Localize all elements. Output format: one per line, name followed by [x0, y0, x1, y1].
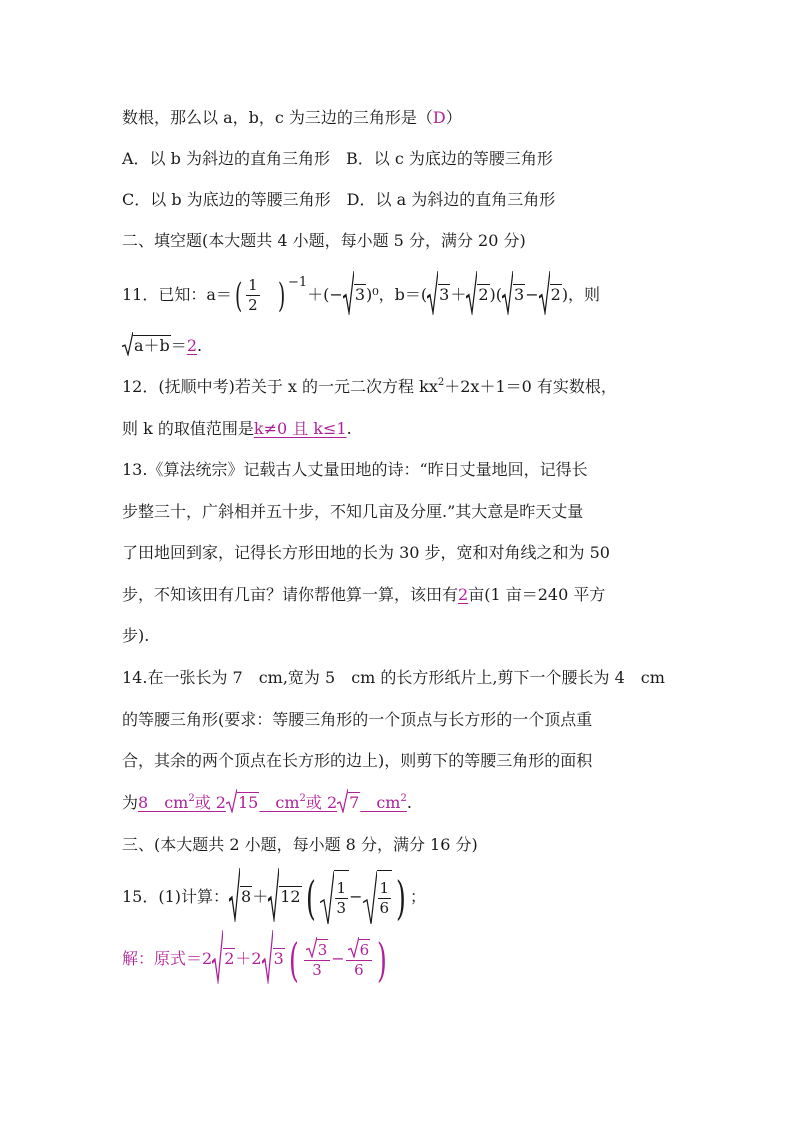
- frac-num: 1: [336, 879, 347, 897]
- frac-den: 6: [354, 961, 364, 979]
- paren-right: ): [277, 275, 285, 316]
- text: 解：原式＝2: [122, 949, 213, 968]
- answer-10: D: [432, 108, 446, 127]
- radical-icon: [229, 868, 240, 922]
- question-11-answer-line: [122, 334, 202, 358]
- frac-den: 3: [312, 961, 322, 979]
- question-12: [122, 375, 617, 399]
- frac-num: [346, 939, 373, 961]
- radical-icon: [262, 930, 273, 984]
- radical-icon: [337, 789, 348, 813]
- text: cm: [360, 793, 401, 812]
- radicand: 2: [224, 949, 235, 968]
- text: .: [197, 336, 203, 355]
- question-14-line-2: 的等腰三角形(要求：等腰三角形的一个顶点与长方形的一个顶点重: [122, 710, 593, 729]
- fraction: [378, 879, 392, 918]
- question-13-line-5: 步).: [122, 626, 150, 645]
- radical-icon: [268, 868, 279, 922]
- text: ）: [445, 108, 462, 127]
- question-13-line-1: 13.《算法统宗》记载古人丈量田地的诗：“昨日丈量地回，记得长: [122, 460, 588, 479]
- question-13-line-2: 步整三十，广斜相并五十步，不知几亩及分厘.”其大意是昨天丈量: [122, 502, 584, 521]
- text: −: [349, 887, 363, 906]
- frac-num: [304, 939, 331, 961]
- text: ＋: [252, 887, 269, 906]
- text: 15．(1)计算：: [122, 887, 230, 906]
- radical-icon: [502, 271, 513, 315]
- text: 亩(1 亩＝240 平方: [468, 585, 606, 604]
- text: −: [525, 285, 539, 304]
- radicand: 3: [273, 949, 284, 968]
- radical-icon: [320, 870, 334, 925]
- frac-num: 1: [248, 276, 258, 294]
- radicand: 2: [550, 285, 561, 304]
- exponent: −1: [287, 275, 308, 290]
- paren-left: (: [305, 870, 316, 925]
- text: 步，不知该田有几亩？请你帮他算一算，该田有: [122, 585, 459, 604]
- radical-icon: [226, 789, 237, 813]
- frac-num: 1: [379, 879, 390, 897]
- radicand: 3: [514, 285, 525, 304]
- text: ＋2: [235, 949, 262, 968]
- text: .: [406, 793, 412, 812]
- text: 12．(抚顺中考)若关于 x 的一元二次方程 kx: [122, 377, 438, 396]
- sqrt: [539, 273, 562, 317]
- question-12-answer-line: [122, 417, 352, 441]
- paren-left: (: [234, 275, 243, 316]
- frac-den: 3: [336, 899, 347, 917]
- answer-13: 2: [458, 585, 469, 604]
- answer-12: k≠0 且 k≤1: [253, 419, 347, 438]
- frac-den: 6: [379, 899, 390, 917]
- text: −: [331, 949, 345, 968]
- radical-icon: [306, 937, 317, 958]
- question-15: [122, 870, 426, 924]
- sqrt: [226, 791, 259, 815]
- fraction: [346, 939, 373, 980]
- text: 11．已知：a＝: [122, 285, 232, 304]
- sqrt-fraction: [320, 870, 350, 925]
- option-a-b: A．以 b 为斜边的直角三角形 B．以 c 为底边的等腰三角形: [122, 149, 553, 168]
- text: )(: [489, 285, 503, 304]
- text: 或 2: [305, 793, 338, 812]
- radicand: 8: [241, 887, 252, 906]
- text: 为: [122, 793, 139, 812]
- section-3-heading: 三、(本大题共 2 小题，每小题 8 分，满分 16 分): [122, 835, 478, 854]
- radicand: 3: [317, 941, 328, 959]
- superscript: 2: [400, 793, 407, 804]
- option-c-d: C．以 b 为底边的等腰三角形 D．以 a 为斜边的直角三角形: [122, 190, 556, 209]
- superscript: 2: [188, 793, 195, 804]
- paren-left: (: [288, 932, 299, 987]
- text: ＝: [170, 336, 187, 355]
- text: ；: [410, 887, 427, 906]
- sqrt: [229, 870, 252, 924]
- radicand: 12: [280, 887, 301, 906]
- text: cm: [259, 793, 300, 812]
- question-11: [122, 273, 600, 317]
- text: 则 k 的取值范围是: [122, 419, 254, 438]
- radical-icon: [212, 930, 223, 984]
- radicand: 3: [439, 285, 450, 304]
- sqrt: [122, 334, 171, 358]
- superscript: 2: [437, 377, 445, 388]
- radicand: 3: [354, 285, 365, 304]
- radical-icon: [427, 271, 438, 315]
- frac-den: 2: [248, 296, 258, 314]
- answer-11: 2: [186, 336, 197, 355]
- sqrt: [212, 932, 235, 986]
- sqrt: [268, 870, 301, 924]
- solution-line: [122, 932, 391, 986]
- text: 8 cm: [138, 793, 189, 812]
- sqrt: [306, 939, 329, 960]
- superscript: 2: [299, 793, 306, 804]
- text: 或 2: [194, 793, 226, 812]
- fraction: [246, 276, 260, 315]
- radical-icon: [363, 870, 377, 925]
- paren-right: ): [396, 870, 406, 925]
- sqrt-fraction: [363, 870, 393, 925]
- sqrt: [466, 273, 489, 317]
- question-10-continuation: [122, 106, 462, 130]
- radical-icon: [343, 271, 354, 315]
- answer-14: [138, 793, 407, 812]
- radicand: 6: [359, 941, 370, 959]
- sqrt: [502, 273, 525, 317]
- radicand: 7: [349, 793, 360, 812]
- section-2-heading: 二、填空题(本大题共 4 小题，每小题 5 分，满分 20 分): [122, 231, 526, 250]
- text: ＋(−: [307, 285, 343, 304]
- text: )⁰，b＝(: [366, 285, 428, 304]
- sqrt: [262, 932, 285, 986]
- radical-icon: [122, 332, 133, 356]
- radical-icon: [348, 937, 359, 958]
- sqrt: [427, 273, 450, 317]
- text: ＋: [450, 285, 467, 304]
- radicand: a＋b: [134, 336, 170, 355]
- radical-icon: [539, 271, 550, 315]
- paren-right: ): [377, 932, 388, 987]
- sqrt: [337, 791, 360, 815]
- question-13-line-3: 了田地回到家，记得长方形田地的长为 30 步，宽和对角线之和为 50: [122, 543, 610, 562]
- text: .: [346, 419, 352, 438]
- question-13-line-4: [122, 583, 605, 607]
- question-14-answer-line: [122, 791, 412, 815]
- question-14-line-3: 合，其余的两个顶点在长方形的边上)，则剪下的等腰三角形的面积: [122, 751, 593, 770]
- radical-icon: [466, 271, 477, 315]
- text: )，则: [561, 285, 601, 304]
- radicand: 15: [238, 793, 259, 812]
- fraction: [304, 939, 331, 980]
- sqrt: [348, 939, 371, 960]
- fraction: [335, 879, 349, 918]
- radicand: 2: [478, 285, 489, 304]
- question-14-line-1: 14.在一张长为 7 cm,宽为 5 cm 的长方形纸片上,剪下一个腰长为 4 cm: [122, 668, 665, 687]
- sqrt: [343, 273, 366, 317]
- text: 数根，那么以 a，b，c 为三边的三角形是（: [122, 108, 433, 127]
- text: ＋2x＋1＝0 有实数根，: [444, 377, 617, 396]
